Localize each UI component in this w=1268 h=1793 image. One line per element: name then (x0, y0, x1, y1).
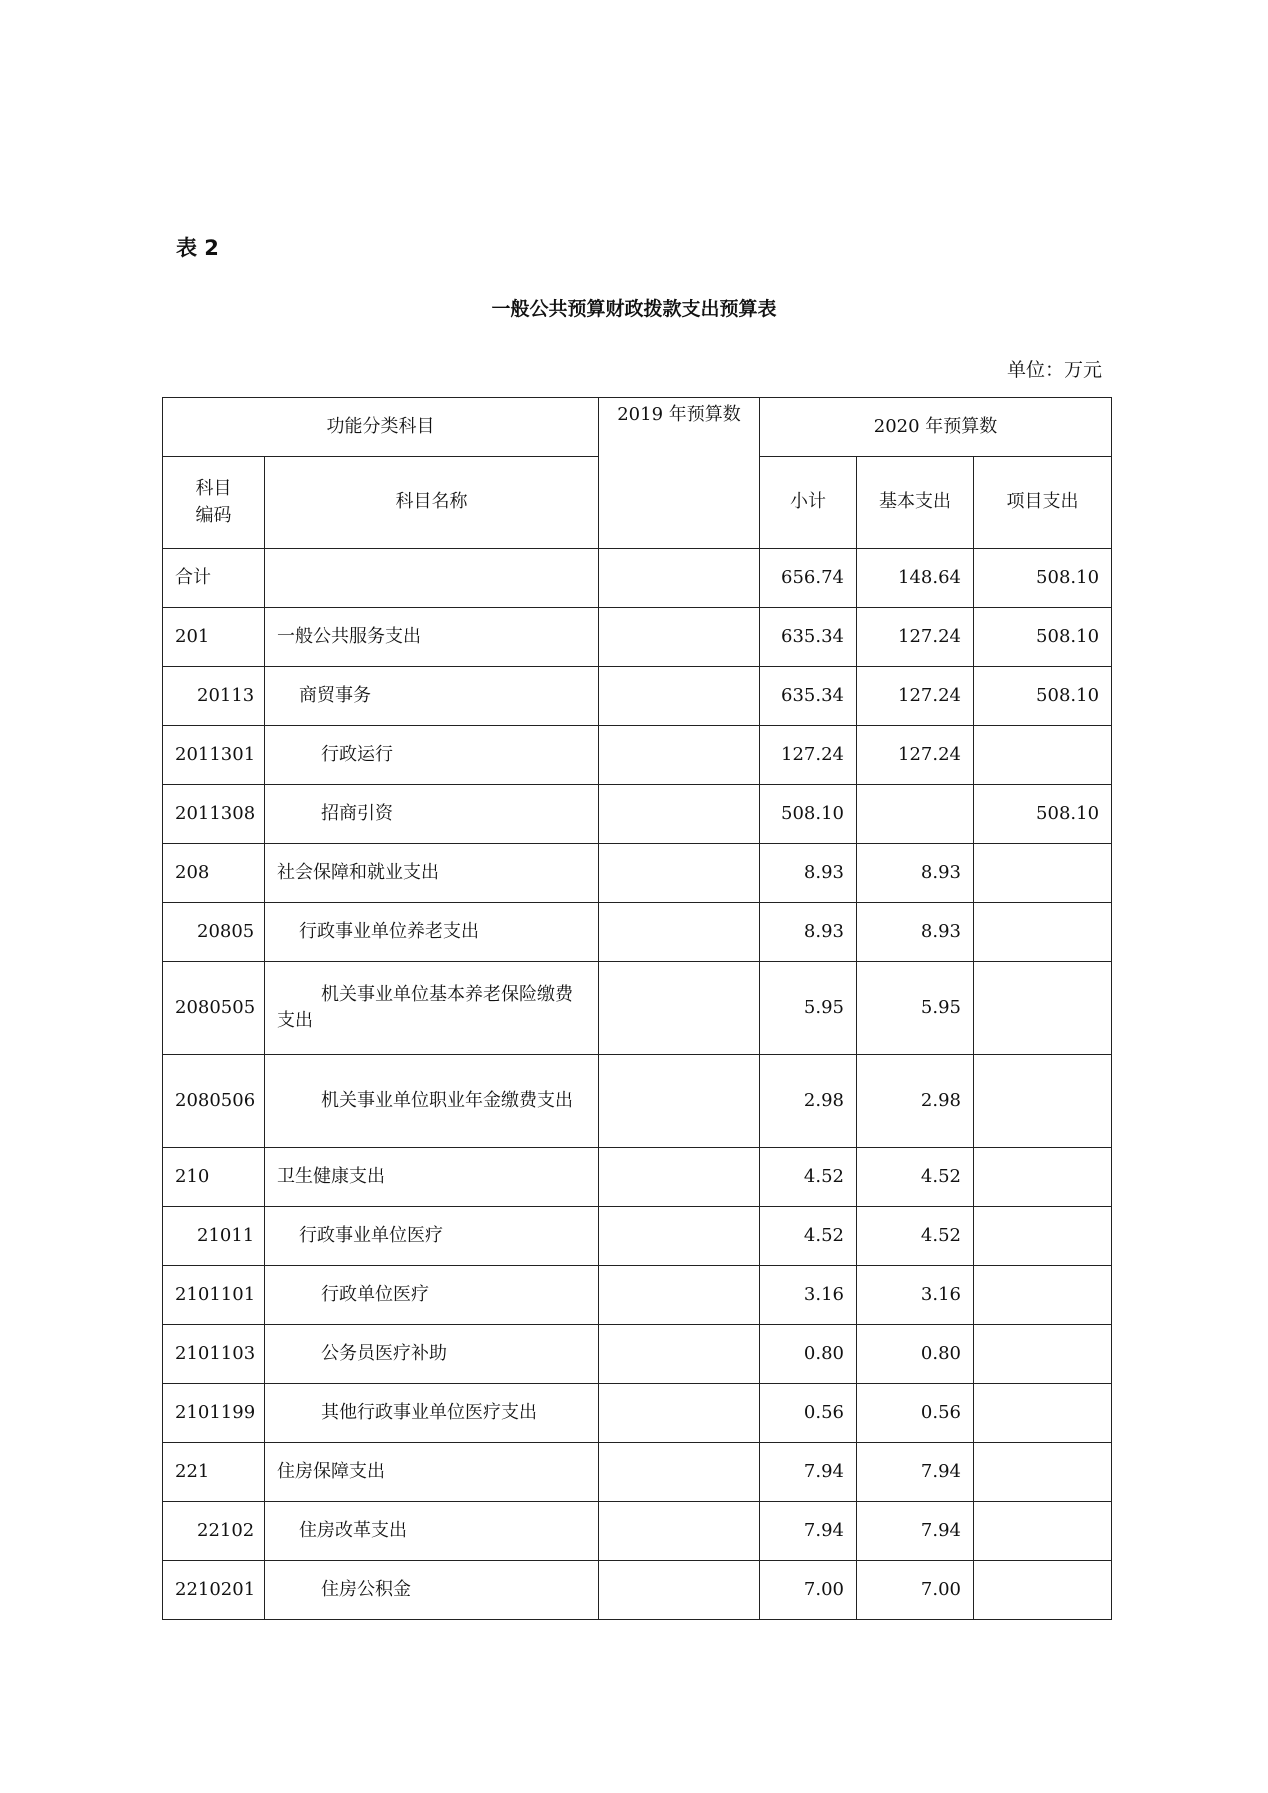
code-cell: 2080505 (163, 962, 265, 1055)
code-cell: 合计 (163, 549, 265, 608)
table-row (163, 726, 1112, 785)
subtotal-cell: 635.34 (760, 608, 857, 667)
name-cell-text: 机关事业单位职业年金缴费支出 (321, 1089, 573, 1111)
header-code: 科目 编码 (163, 457, 265, 549)
subtotal-cell: 3.16 (760, 1266, 857, 1325)
prev-budget-cell (599, 903, 760, 962)
table-row (163, 1207, 1112, 1266)
name-cell (265, 667, 599, 726)
table-row (163, 903, 1112, 962)
table-row (163, 1325, 1112, 1384)
table-row (163, 785, 1112, 844)
page-title: 一般公共预算财政拨款支出预算表 (491, 298, 777, 320)
prev-budget-cell (599, 1561, 760, 1620)
code-cell (163, 667, 265, 726)
code-cell: 208 (163, 844, 265, 903)
project-cell: 508.10 (974, 785, 1112, 844)
budget-table (162, 397, 1112, 1620)
name-cell-text: 行政运行 (321, 743, 393, 765)
subtotal-cell: 8.93 (760, 844, 857, 903)
project-cell (974, 1148, 1112, 1207)
name-cell: 住房保障支出 (265, 1443, 599, 1502)
name-cell (265, 1502, 599, 1561)
project-cell (974, 726, 1112, 785)
prev-budget-cell (599, 1148, 760, 1207)
basic-cell: 0.56 (857, 1384, 974, 1443)
basic-cell: 127.24 (857, 667, 974, 726)
project-cell (974, 1502, 1112, 1561)
table-row (163, 962, 1112, 1055)
name-cell-text: 其他行政事业单位医疗支出 (321, 1401, 537, 1423)
table-row (163, 667, 1112, 726)
subtotal-cell: 635.34 (760, 667, 857, 726)
code-cell: 221 (163, 1443, 265, 1502)
header-basic: 基本支出 (857, 457, 974, 549)
project-cell (974, 1384, 1112, 1443)
code-cell: 2080506 (163, 1055, 265, 1148)
code-cell: 210 (163, 1148, 265, 1207)
subtotal-cell: 4.52 (760, 1148, 857, 1207)
name-cell (265, 1266, 599, 1325)
name-cell-text: 行政事业单位医疗 (299, 1224, 443, 1246)
name-cell-text: 住房公积金 (321, 1578, 411, 1600)
subtotal-cell: 656.74 (760, 549, 857, 608)
table-row (163, 608, 1112, 667)
project-cell (974, 1266, 1112, 1325)
header-func-class: 功能分类科目 (163, 398, 599, 457)
code-cell (163, 903, 265, 962)
code-cell: 2011308 (163, 785, 265, 844)
name-cell: 社会保障和就业支出 (265, 844, 599, 903)
basic-cell: 4.52 (857, 1148, 974, 1207)
prev-budget-cell (599, 1502, 760, 1561)
prev-budget-cell (599, 1384, 760, 1443)
name-cell (265, 785, 599, 844)
table-row (163, 549, 1112, 608)
prev-budget-cell (599, 1207, 760, 1266)
prev-budget-cell (599, 726, 760, 785)
name-cell (265, 549, 599, 608)
table-label: 表 2 (176, 236, 219, 260)
name-cell: 一般公共服务支出 (265, 608, 599, 667)
project-cell (974, 1055, 1112, 1148)
name-cell (265, 726, 599, 785)
prev-budget-cell (599, 785, 760, 844)
code-cell: 2210201 (163, 1561, 265, 1620)
header-subtotal: 小计 (760, 457, 857, 549)
name-cell (265, 1384, 599, 1443)
table-row (163, 1443, 1112, 1502)
basic-cell: 127.24 (857, 608, 974, 667)
table-row (163, 1502, 1112, 1561)
code-cell: 2101199 (163, 1384, 265, 1443)
basic-cell (857, 785, 974, 844)
name-cell (265, 1561, 599, 1620)
code-cell: 201 (163, 608, 265, 667)
basic-cell: 127.24 (857, 726, 974, 785)
project-cell (974, 1443, 1112, 1502)
prev-budget-cell (599, 1325, 760, 1384)
unit-label: 单位：万元 (1006, 359, 1102, 381)
name-cell (265, 1055, 599, 1148)
basic-cell: 7.94 (857, 1443, 974, 1502)
table-row (163, 1148, 1112, 1207)
subtotal-cell: 8.93 (760, 903, 857, 962)
project-cell: 508.10 (974, 608, 1112, 667)
header-project: 项目支出 (974, 457, 1112, 549)
project-cell (974, 844, 1112, 903)
prev-budget-cell (599, 608, 760, 667)
code-cell-text: 20805 (197, 920, 255, 942)
code-cell (163, 1502, 265, 1561)
subtotal-cell: 0.56 (760, 1384, 857, 1443)
subtotal-cell: 4.52 (760, 1207, 857, 1266)
prev-budget-cell (599, 1443, 760, 1502)
table-row (163, 1384, 1112, 1443)
subtotal-cell: 127.24 (760, 726, 857, 785)
basic-cell: 8.93 (857, 903, 974, 962)
basic-cell: 0.80 (857, 1325, 974, 1384)
prev-budget-cell (599, 667, 760, 726)
basic-cell: 3.16 (857, 1266, 974, 1325)
budget-table-body (163, 398, 1112, 1620)
basic-cell: 7.94 (857, 1502, 974, 1561)
basic-cell: 8.93 (857, 844, 974, 903)
project-cell (974, 903, 1112, 962)
name-cell-text: 机关事业单位基本养老保险缴费支出 (277, 983, 573, 1031)
project-cell: 508.10 (974, 549, 1112, 608)
header-cur-budget: 2020 年预算数 (760, 398, 1112, 457)
header-row-1 (163, 398, 1112, 457)
name-cell (265, 962, 599, 1055)
basic-cell: 7.00 (857, 1561, 974, 1620)
name-cell-text: 商贸事务 (299, 684, 371, 706)
code-cell-text: 21011 (197, 1224, 255, 1246)
subtotal-cell: 5.95 (760, 962, 857, 1055)
prev-budget-cell (599, 1055, 760, 1148)
basic-cell: 2.98 (857, 1055, 974, 1148)
prev-budget-cell (599, 844, 760, 903)
project-cell (974, 1561, 1112, 1620)
prev-budget-cell (599, 962, 760, 1055)
prev-budget-cell (599, 1266, 760, 1325)
code-cell-text: 20113 (197, 684, 255, 706)
basic-cell: 5.95 (857, 962, 974, 1055)
name-cell (265, 1325, 599, 1384)
name-cell-text: 招商引资 (321, 802, 393, 824)
project-cell (974, 1325, 1112, 1384)
table-row (163, 1561, 1112, 1620)
header-prev-budget: 2019 年预算数 (599, 398, 760, 549)
name-cell-text: 行政单位医疗 (321, 1283, 429, 1305)
name-cell-text: 住房改革支出 (299, 1519, 407, 1541)
prev-budget-cell (599, 549, 760, 608)
code-cell: 2101101 (163, 1266, 265, 1325)
code-cell: 2011301 (163, 726, 265, 785)
basic-cell: 4.52 (857, 1207, 974, 1266)
table-row (163, 844, 1112, 903)
basic-cell: 148.64 (857, 549, 974, 608)
table-row (163, 1055, 1112, 1148)
name-cell (265, 1207, 599, 1266)
project-cell: 508.10 (974, 667, 1112, 726)
subtotal-cell: 7.00 (760, 1561, 857, 1620)
name-cell-text: 行政事业单位养老支出 (299, 920, 479, 942)
project-cell (974, 962, 1112, 1055)
subtotal-cell: 508.10 (760, 785, 857, 844)
code-cell (163, 1207, 265, 1266)
subtotal-cell: 7.94 (760, 1502, 857, 1561)
subtotal-cell: 0.80 (760, 1325, 857, 1384)
header-name: 科目名称 (265, 457, 599, 549)
project-cell (974, 1207, 1112, 1266)
name-cell: 卫生健康支出 (265, 1148, 599, 1207)
name-cell (265, 903, 599, 962)
subtotal-cell: 7.94 (760, 1443, 857, 1502)
subtotal-cell: 2.98 (760, 1055, 857, 1148)
code-cell-text: 22102 (197, 1519, 255, 1541)
name-cell-text: 公务员医疗补助 (321, 1342, 447, 1364)
table-row (163, 1266, 1112, 1325)
code-cell: 2101103 (163, 1325, 265, 1384)
